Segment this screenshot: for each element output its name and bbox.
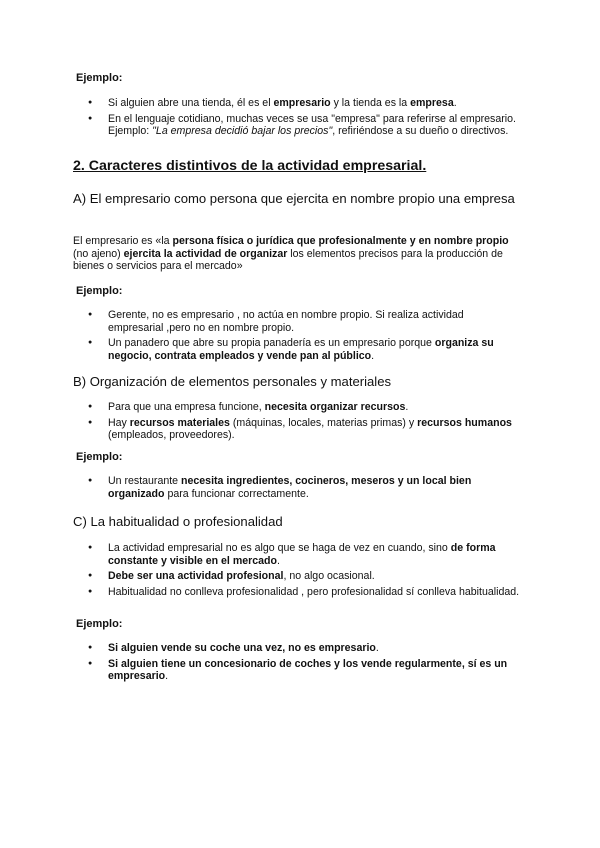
section-c-list bbox=[88, 542, 520, 602]
section-c-heading: C) La habitualidad o profesionalidad bbox=[73, 514, 283, 529]
list-item: ● Si alguien vende su coche una vez, no es empresario. bbox=[88, 642, 520, 655]
intro-list bbox=[88, 97, 520, 141]
section-b-heading: B) Organización de elementos personales y materiales bbox=[73, 374, 392, 389]
example-label-a: Ejemplo: bbox=[76, 285, 123, 297]
section-2-heading: 2. Caracteres distintivos de la actividad empresarial. bbox=[73, 158, 427, 174]
example-label-b: Ejemplo: bbox=[76, 451, 123, 463]
list-item: ● Habitualidad no conlleva profesionalidad , pero profesionalidad sí conlleva habitualidad. bbox=[88, 586, 520, 599]
list-item: ● Hay recursos materiales (máquinas, locales, materias primas) y recursos humanos (empleados, proveedores). bbox=[88, 417, 520, 442]
list-item: ● La actividad empresarial no es algo que se haga de vez en cuando, sino de forma constante y visible en el mercado. bbox=[88, 542, 520, 567]
section-a-example-list bbox=[88, 309, 520, 366]
list-item: ● Si alguien abre una tienda, él es el empresario y la tienda es la empresa. bbox=[88, 97, 520, 110]
list-item: ● Gerente, no es empresario , no actúa en nombre propio. Si realiza actividad empresarial ,pero no en nombre propio. bbox=[88, 309, 520, 334]
section-a-paragraph: El empresario es «la persona física o jurídica que profesionalmente y en nombre propio (no ajeno) ejercita la actividad de organizar los elementos precisos para la producción de bienes o servicios para el mercado» bbox=[73, 235, 509, 273]
list-item: ● Un restaurante necesita ingredientes, cocineros, meseros y un local bien organizado para funcionar correctamente. bbox=[88, 475, 520, 500]
list-item: ● En el lenguaje cotidiano, muchas veces se usa "empresa" para referirse al empresario. Ejemplo: "La empresa decidió bajar los precios", refiriéndose a su dueño o directivos. bbox=[88, 113, 520, 138]
list-item: ● Un panadero que abre su propia panadería es un empresario porque organiza su negocio, contrata empleados y vende pan al público. bbox=[88, 337, 520, 362]
list-item: ● Debe ser una actividad profesional, no algo ocasional. bbox=[88, 570, 520, 583]
section-a-heading: A) El empresario como persona que ejercita en nombre propio una empresa bbox=[73, 191, 515, 206]
example-label-c: Ejemplo: bbox=[76, 618, 123, 630]
section-b-list bbox=[88, 401, 520, 445]
example-label-intro: Ejemplo: bbox=[76, 72, 123, 84]
list-item: ● Para que una empresa funcione, necesita organizar recursos. bbox=[88, 401, 520, 414]
list-item: ● Si alguien tiene un concesionario de coches y los vende regularmente, sí es un empresario. bbox=[88, 658, 520, 683]
section-b-example-list bbox=[88, 475, 520, 503]
section-c-example-list bbox=[88, 642, 520, 686]
